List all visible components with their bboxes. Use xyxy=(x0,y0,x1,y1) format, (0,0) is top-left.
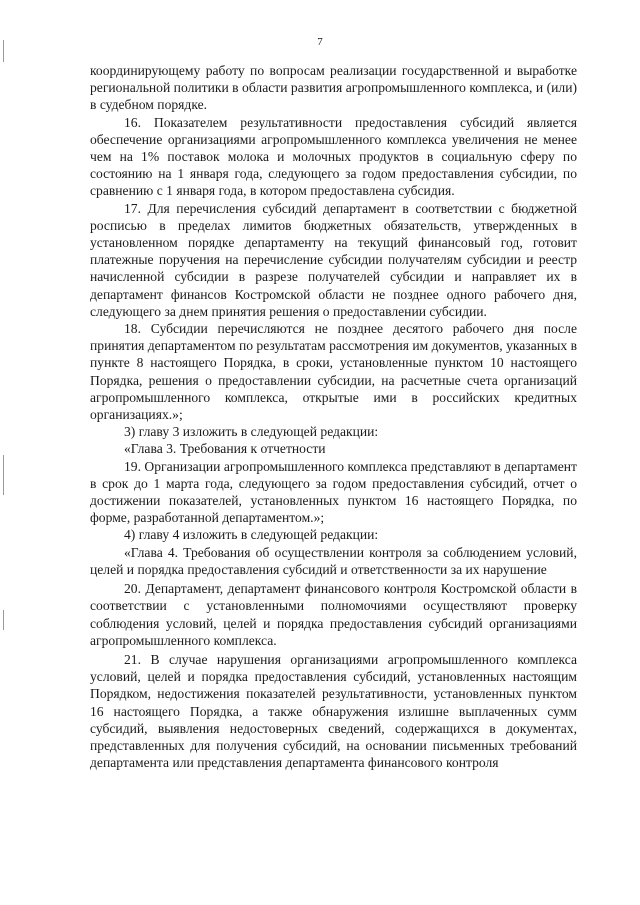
document-body xyxy=(90,62,577,771)
chapter-4-heading: «Глава 4. Требования об осуществлении контроля за соблюдением условий, целей и порядка предоставления субсидий и ответственности за их нарушение xyxy=(90,544,577,577)
paragraph-20: 20. Департамент, департамент финансового контроля Костромской области в соответствии с установленными полномочиями осуществляют проверку соблюдения условий, целей и порядка предоставления субсидий организациями агропромышленного комплекса. xyxy=(90,581,577,648)
paragraph-17: 17. Для перечисления субсидий департамент в соответствии с бюджетной росписью в пределах лимитов бюджетных обязательств, утвержденных в установленном порядке департаменту на текущий финансовый год, готовит платежные поручения на перечисление субсидии получателям субсидии и реестр начисленной субсидии в разрезе получателей субсидии и направляет их в департамент финансов Костромской области не позднее одного рабочего дня, следующего за днем принятия решения о предоставлении субсидии. xyxy=(90,200,577,319)
paragraph-18: 18. Субсидии перечисляются не позднее десятого рабочего дня после принятия департаментом по результатам рассмотрения им документов, указанных в пункте 8 настоящего Порядка, в сроки, установленные пунктом 10 настоящего Порядка, решения о предоставлении субсидии, на расчетные счета организаций агропромышленного комплекса, открытые ими в российских кредитных организациях.»; xyxy=(90,321,577,423)
paragraph-21: 21. В случае нарушения организациями агропромышленного комплекса условий, целей и порядка предоставления субсидий, установленных настоящим Порядком, недостижения показателей результативности, установленных пунктом 16 настоящего Порядка, а также обнаружения излишне выплаченных сумм субсидий, выявления недостоверных сведений, содержащихся в документах, представленных для получения субсидий, на основании письменных требований департамента или представления департамента финансового контроля xyxy=(90,651,577,771)
page-number: 7 xyxy=(317,36,323,48)
chapter-3-heading: «Глава 3. Требования к отчетности xyxy=(124,441,326,457)
paragraph-continuation: координирующему работу по вопросам реализации государственной и выработке региональной политики в области развития агропромышленного комплекса, и (или) в судебном порядке. xyxy=(90,63,577,113)
amendment-chapter-4: 4) главу 4 изложить в следующей редакции: xyxy=(124,527,379,543)
amendment-chapter-3: 3) главу 3 изложить в следующей редакции: xyxy=(124,424,379,440)
paragraph-16: 16. Показателем результативности предоставления субсидий является обеспечение организациями агропромышленного комплекса увеличения не менее чем на 1% поставок молока и молочных продуктов в социальную сферу по состоянию на 1 января года, следующего за годом предоставления субсидии, по сравнению с 1 января года, в котором предоставлена субсидия. xyxy=(90,114,577,199)
scan-edge-mark xyxy=(3,610,4,630)
scan-edge-mark xyxy=(3,455,4,495)
paragraph-19: 19. Организации агропромышленного комплекса представляют в департамент в срок до 1 марта года, следующего за годом предоставления субсидий, отчет о достижении показателей, установленных пунктом 16 настоящего Порядка, по форме, разработанной департаментом.»; xyxy=(90,458,577,526)
scan-edge-mark xyxy=(3,40,4,62)
